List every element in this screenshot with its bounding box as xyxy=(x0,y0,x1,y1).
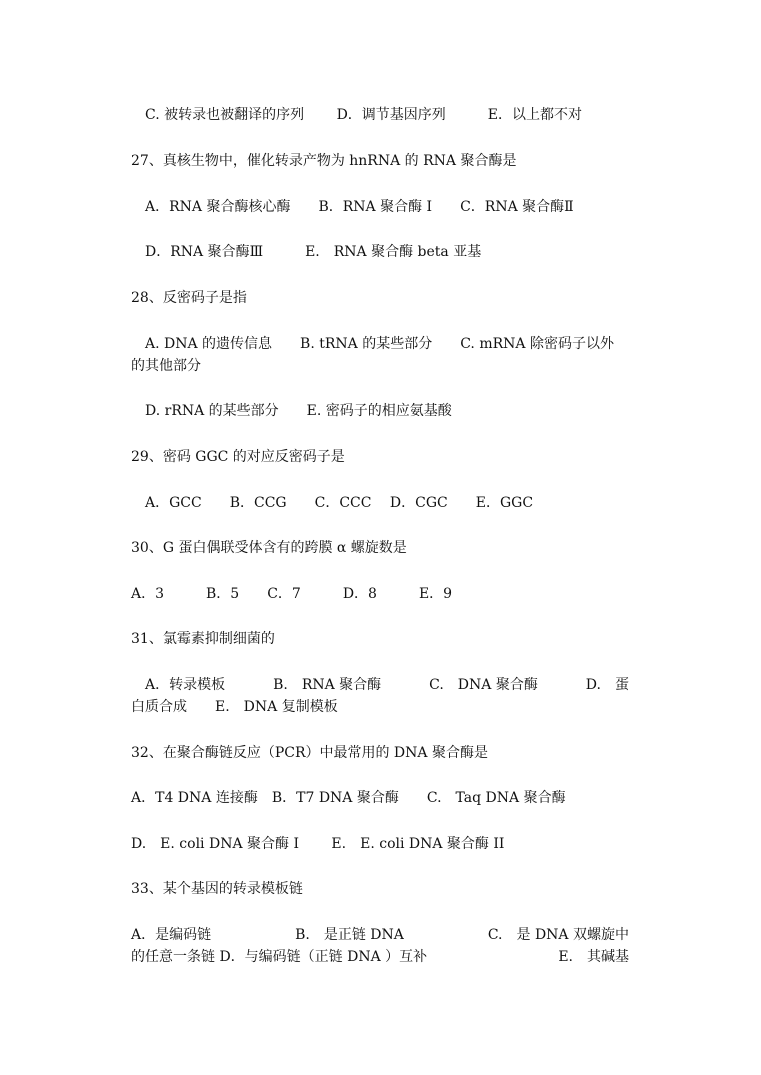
q27-stem: 27、真核生物中，催化转录产物为 hnRNA 的 RNA 聚合酶是 xyxy=(131,153,517,169)
q33-option-d: 的任意一条链 D．与编码链（正链 DNA ）互补 xyxy=(131,949,428,965)
q30-stem: 30、G 蛋白偶联受体含有的跨膜 α 螺旋数是 xyxy=(131,540,407,556)
q33-options-2 xyxy=(131,948,629,966)
q33-stem: 33、某个基因的转录模板链 xyxy=(131,881,303,897)
q31-option-a: A．转录模板 xyxy=(145,677,226,693)
q27-options-2: D．RNA 聚合酶Ⅲ E. RNA 聚合酶 beta 亚基 xyxy=(145,244,482,260)
q32-options-2: D. E. coli DNA 聚合酶 I E. E. coli DNA 聚合酶 II xyxy=(131,836,505,852)
q31-stem: 31、氯霉素抑制细菌的 xyxy=(131,631,275,647)
q33-option-a: A．是编码链 xyxy=(131,927,212,943)
q27-options-1: A．RNA 聚合酶核心酶 B．RNA 聚合酶 I C．RNA 聚合酶Ⅱ xyxy=(145,199,574,215)
q33-option-c: C. 是 DNA 双螺旋中 xyxy=(487,927,629,943)
q31-option-d: D. 蛋 xyxy=(585,677,629,693)
q26-options-cont: C. 被转录也被翻译的序列 D．调节基因序列 E．以上都不对 xyxy=(145,107,583,123)
q33-option-e: E. 其碱基 xyxy=(558,949,629,965)
q28-options-1: A. DNA 的遗传信息 B. tRNA 的某些部分 C. mRNA 除密码子以外 xyxy=(145,336,614,352)
q31-options-2: 白质合成 E. DNA 复制模板 xyxy=(131,699,338,715)
q29-options: A．GCC B．CCG C．CCC D．CGC E．GGC xyxy=(145,495,534,511)
q28-options-1-wrap: 的其他部分 xyxy=(131,358,201,374)
q28-stem: 28、反密码子是指 xyxy=(131,290,247,306)
q33-option-b: B. 是正链 DNA xyxy=(295,927,404,943)
q29-stem: 29、密码 GGC 的对应反密码子是 xyxy=(131,449,345,465)
q30-options: A．3 B．5 C．7 D．8 E．9 xyxy=(131,586,453,602)
q31-option-c: C. DNA 聚合酶 xyxy=(429,677,538,693)
q32-options-1: A．T4 DNA 连接酶 B．T7 DNA 聚合酶 C. Taq DNA 聚合酶 xyxy=(131,790,566,806)
q28-options-2: D. rRNA 的某些部分 E. 密码子的相应氨基酸 xyxy=(145,403,452,419)
q31-option-b: B. RNA 聚合酶 xyxy=(273,677,382,693)
q31-options-1 xyxy=(145,676,629,694)
q32-stem: 32、在聚合酶链反应（PCR）中最常用的 DNA 聚合酶是 xyxy=(131,745,488,761)
q33-options-1 xyxy=(131,926,629,944)
